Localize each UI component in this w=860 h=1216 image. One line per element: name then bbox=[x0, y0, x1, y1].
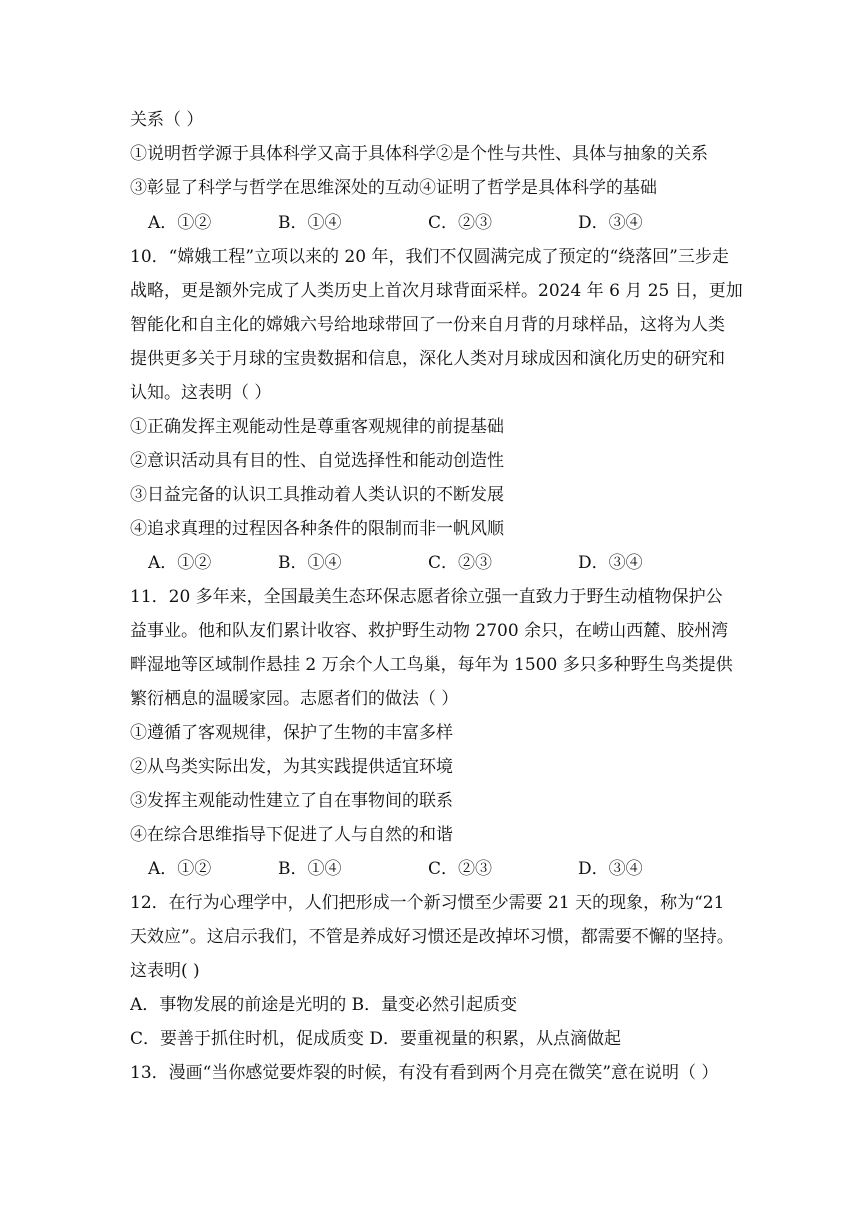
q11-option-d: D．③④ bbox=[578, 859, 643, 879]
q9-option-c: C．②③ bbox=[428, 213, 493, 233]
q10-stem-line-1: 10．“嫦娥工程”立项以来的 20 年，我们不仅圆满完成了预定的“绕落回”三步走 bbox=[130, 247, 729, 267]
q9-option-d: D．③④ bbox=[578, 213, 643, 233]
q10-option-c: C．②③ bbox=[428, 553, 493, 573]
q10-option-d: D．③④ bbox=[578, 553, 643, 573]
q11-option-c: C．②③ bbox=[428, 859, 493, 879]
q11-statement-4: ④在综合思维指导下促进了人与自然的和谐 bbox=[130, 825, 453, 845]
q10-option-b: B．①④ bbox=[278, 553, 342, 573]
q13-stem: 13．漫画“当你感觉要炸裂的时候，有没有看到两个月亮在微笑”意在说明（ ） bbox=[130, 1063, 719, 1083]
q10-option-a: A．①② bbox=[148, 553, 212, 573]
q9-stem-tail: 关系（ ） bbox=[130, 110, 204, 130]
q11-option-b: B．①④ bbox=[278, 859, 342, 879]
q12-stem-line-1: 12．在行为心理学中，人们把形成一个新习惯至少需要 21 天的现象，称为“21 bbox=[130, 893, 725, 913]
q11-stem-line-1: 11．20 多年来，全国最美生态环保志愿者徐立强一直致力于野生动植物保护公 bbox=[130, 587, 723, 607]
q12-stem-line-3: 这表明( ) bbox=[130, 961, 200, 981]
q9-option-a: A．①② bbox=[148, 213, 212, 233]
q11-statement-3: ③发挥主观能动性建立了自在事物间的联系 bbox=[130, 791, 453, 811]
q10-statement-2: ②意识活动具有目的性、自觉选择性和能动创造性 bbox=[130, 451, 504, 471]
q11-statement-2: ②从鸟类实际出发，为其实践提供适宜环境 bbox=[130, 757, 453, 777]
q10-statement-1: ①正确发挥主观能动性是尊重客观规律的前提基础 bbox=[130, 417, 504, 437]
q11-stem-line-2: 益事业。他和队友们累计收容、救护野生动物 2700 余只，在崂山西麓、胶州湾 bbox=[130, 621, 729, 641]
q12-option-line-1: A．事物发展的前途是光明的 B．量变必然引起质变 bbox=[130, 995, 518, 1015]
q11-stem-line-4: 繁衍栖息的温暖家园。志愿者们的做法（ ） bbox=[130, 689, 459, 709]
q10-stem-line-4: 提供更多关于月球的宝贵数据和信息，深化人类对月球成因和演化历史的研究和 bbox=[130, 349, 725, 369]
q12-stem-line-2: 天效应”。这启示我们，不管是养成好习惯还是改掉坏习惯，都需要不懈的坚持。 bbox=[130, 927, 734, 947]
q9-statement-1: ①说明哲学源于具体科学又高于具体科学②是个性与共性、具体与抽象的关系 bbox=[130, 144, 708, 164]
q10-statement-4: ④追求真理的过程因各种条件的限制而非一帆风顺 bbox=[130, 519, 504, 539]
q10-stem-line-2: 战略，更是额外完成了人类历史上首次月球背面采样。2024 年 6 月 25 日，更加 bbox=[130, 281, 743, 301]
q11-option-a: A．①② bbox=[148, 859, 212, 879]
q10-stem-line-5: 认知。这表明（ ） bbox=[130, 383, 272, 403]
q10-statement-3: ③日益完备的认识工具推动着人类认识的不断发展 bbox=[130, 485, 504, 505]
q9-statement-2: ③彰显了科学与哲学在思维深处的互动④证明了哲学是具体科学的基础 bbox=[130, 178, 657, 198]
q10-stem-line-3: 智能化和自主化的嫦娥六号给地球带回了一份来自月背的月球样品，这将为人类 bbox=[130, 315, 725, 335]
q11-stem-line-3: 畔湿地等区域制作悬挂 2 万余个人工鸟巢，每年为 1500 多只多种野生鸟类提供 bbox=[130, 655, 733, 675]
q12-option-line-2: C．要善于抓住时机，促成质变 D．要重视量的积累，从点滴做起 bbox=[130, 1029, 622, 1049]
q9-option-b: B．①④ bbox=[278, 213, 342, 233]
q11-statement-1: ①遵循了客观规律，保护了生物的丰富多样 bbox=[130, 723, 453, 743]
